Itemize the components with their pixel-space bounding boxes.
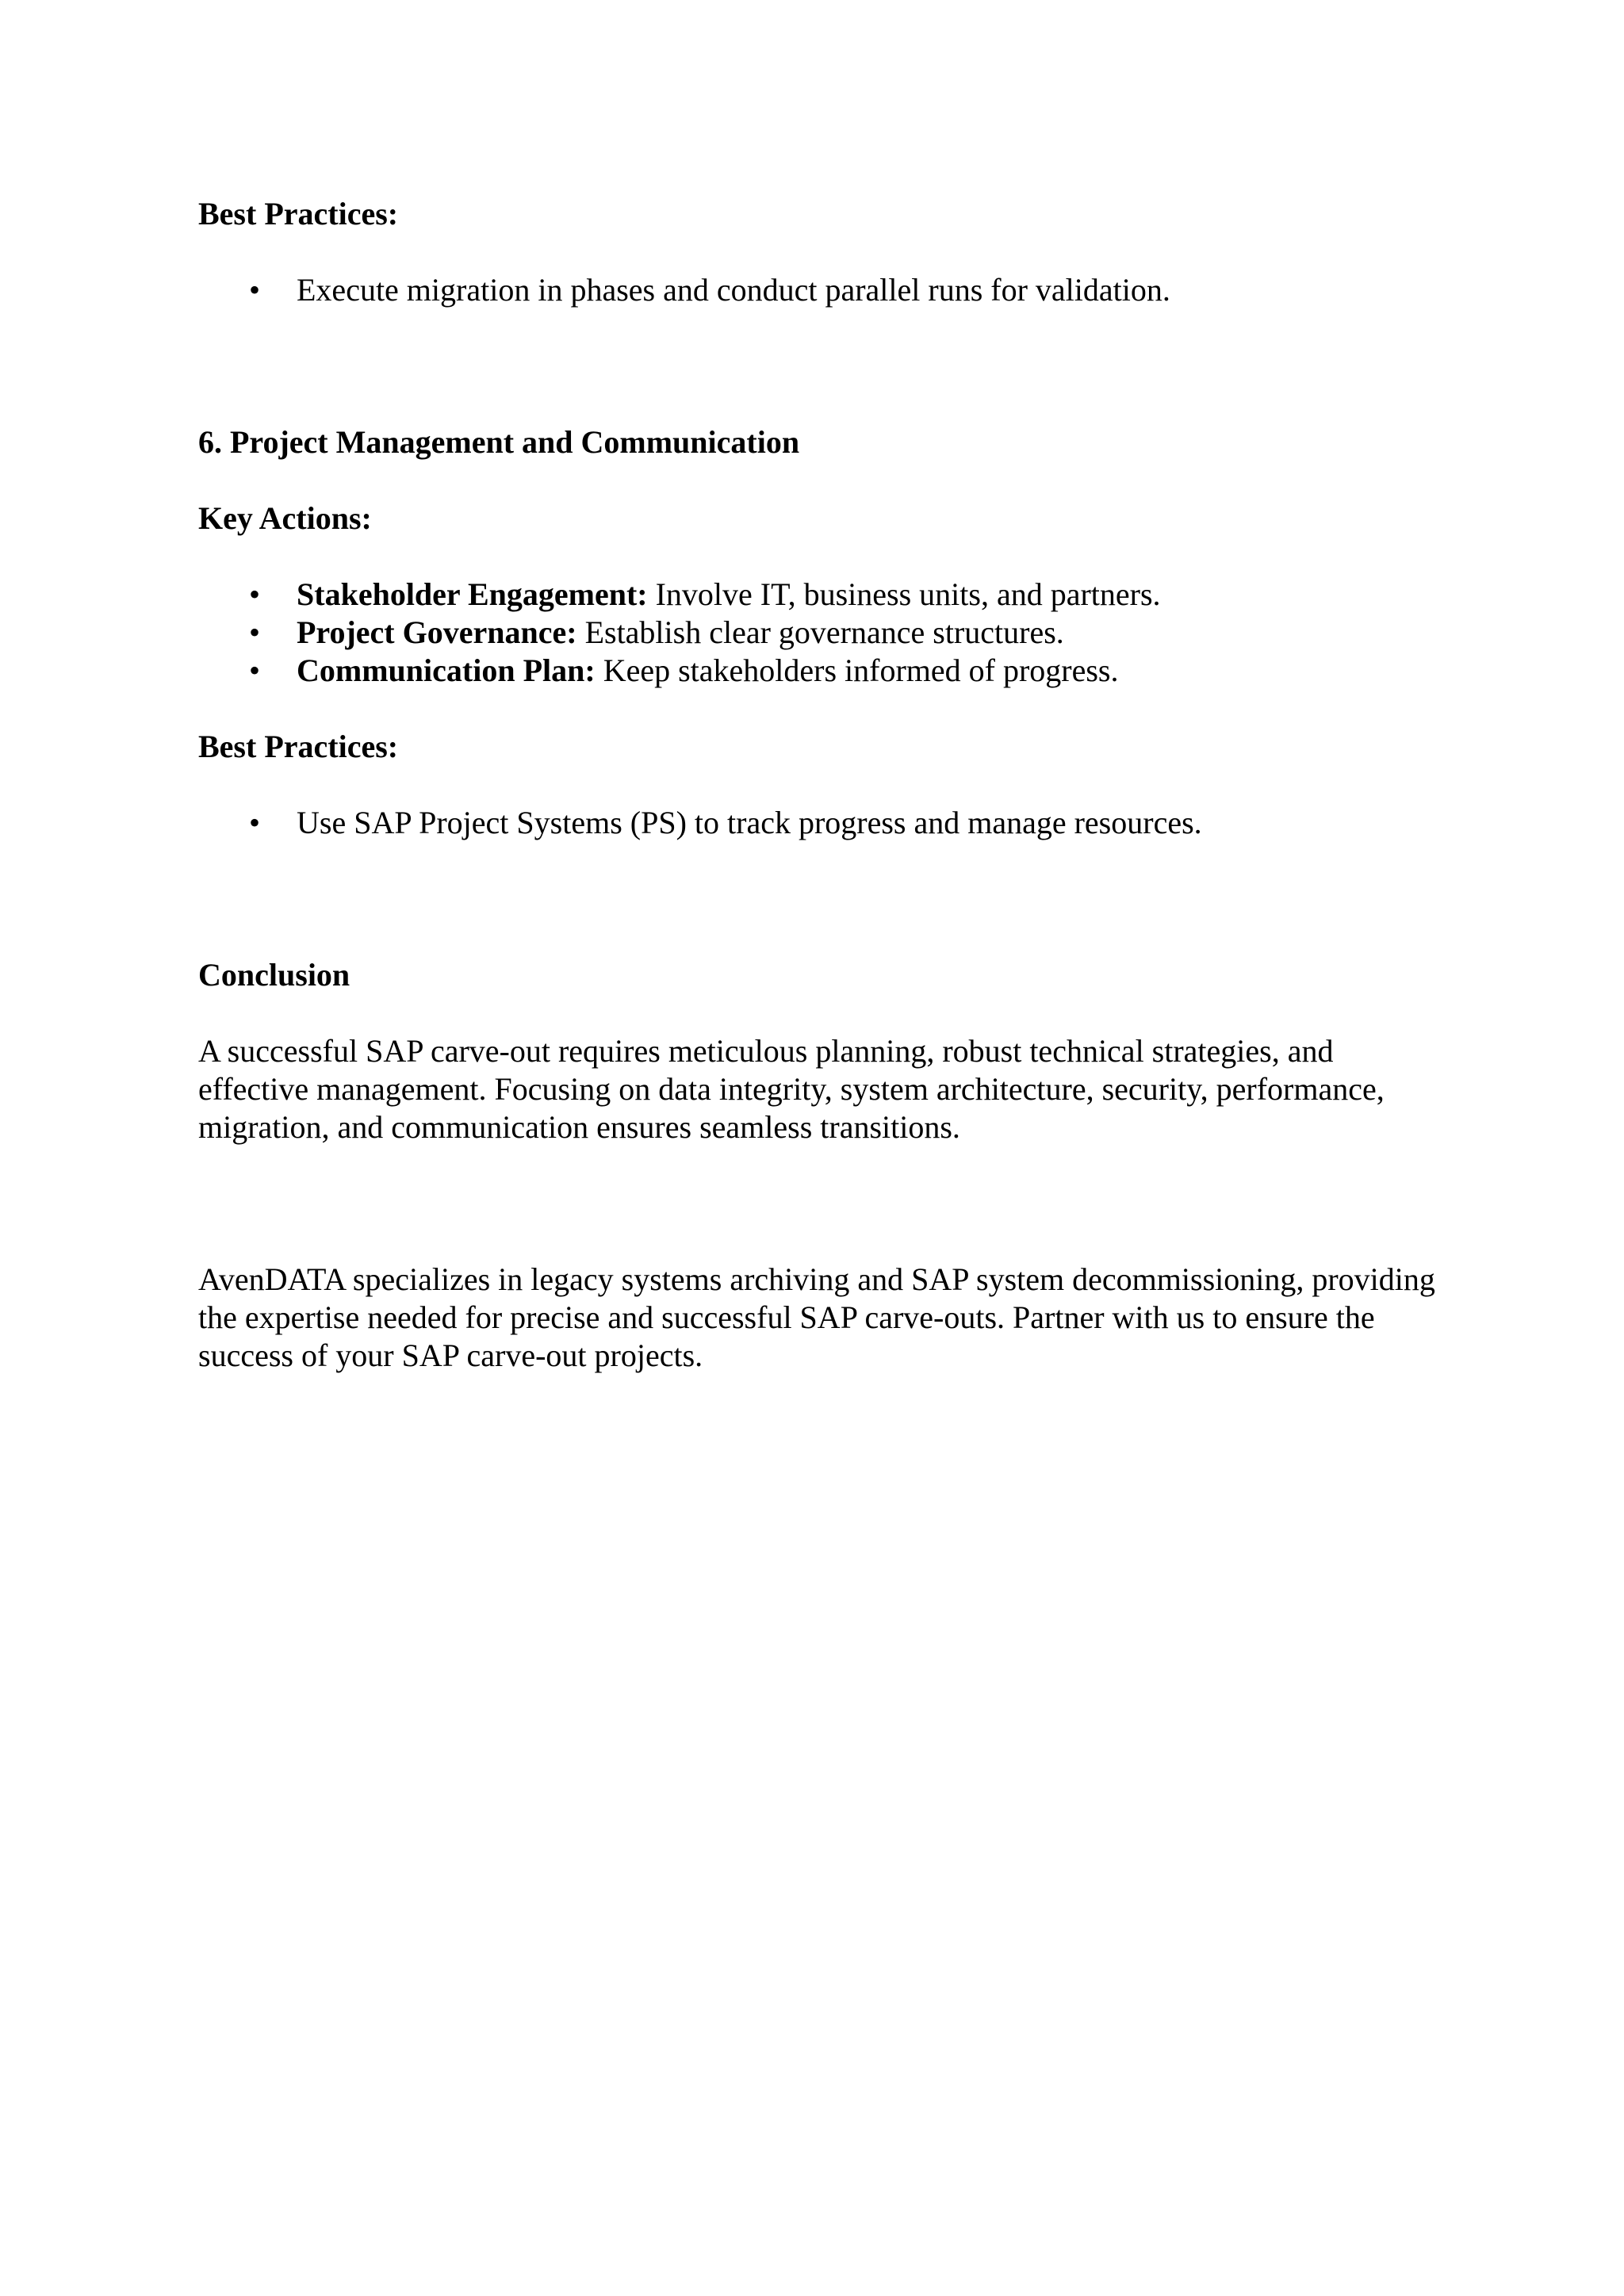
spacer [198, 461, 1435, 499]
section-title: 6. Project Management and Communication [198, 424, 800, 460]
list-item [198, 652, 1435, 690]
conclusion-paragraph: A successful SAP carve-out requires meticulous planning, robust technical strategies, and effective management. Focusing on data integrity, system architecture, security, performance, migration, and communication ensures seamless transitions. [198, 1033, 1385, 1145]
spacer [198, 766, 1435, 804]
bullet-icon: • [249, 652, 261, 688]
list-item-term: Project Governance: [297, 614, 577, 650]
key-actions-list [198, 576, 1435, 690]
list-item [198, 614, 1435, 652]
bullet-icon: • [249, 272, 261, 308]
bullet-icon: • [249, 805, 261, 840]
spacer [198, 538, 1435, 576]
spacer [198, 233, 1435, 271]
spacer [198, 690, 1435, 728]
list-item-text: Establish clear governance structures. [576, 614, 1064, 650]
list-item-term: Communication Plan: [297, 652, 596, 688]
list-item-term: Stakeholder Engagement: [297, 576, 648, 612]
spacer [198, 842, 1435, 956]
spacer [198, 1146, 1435, 1261]
document-content [198, 195, 1435, 1375]
list-item-text: Use SAP Project Systems (PS) to track progress and manage resources. [297, 805, 1202, 840]
spacer [198, 309, 1435, 423]
bullet-icon: • [249, 614, 261, 650]
list-item [198, 576, 1435, 614]
list-item-text: Execute migration in phases and conduct parallel runs for validation. [297, 272, 1170, 308]
best-practices-heading: Best Practices: [198, 196, 399, 232]
bullet-icon: • [249, 576, 261, 612]
best-practices-list [198, 271, 1435, 309]
conclusion-title: Conclusion [198, 957, 350, 993]
best-practices-heading: Best Practices: [198, 729, 399, 764]
best-practices-list [198, 804, 1435, 842]
company-paragraph: AvenDATA specializes in legacy systems archiving and SAP system decommissioning, providing the expertise needed for precise and successful SAP carve-outs. Partner with us to ensure the success of your SAP carve-out projects. [198, 1261, 1435, 1373]
spacer [198, 994, 1435, 1032]
list-item-text: Involve IT, business units, and partners. [647, 576, 1161, 612]
key-actions-heading: Key Actions: [198, 500, 372, 536]
list-item [198, 271, 1435, 309]
list-item-text: Keep stakeholders informed of progress. [595, 652, 1119, 688]
list-item [198, 804, 1435, 842]
